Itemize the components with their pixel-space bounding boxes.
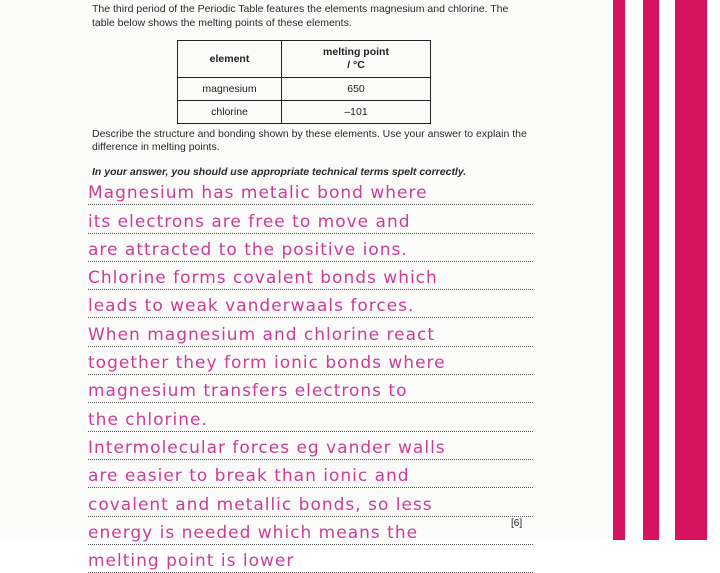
answer-line (88, 432, 533, 460)
decorative-stripe (643, 0, 659, 540)
answer-text: magnesium transfers electrons to (88, 381, 408, 402)
table-row (178, 78, 431, 101)
answer-line (88, 517, 533, 545)
melting-point-table (177, 40, 431, 124)
header-melting-point-label: melting point (323, 46, 389, 58)
answer-text: are attracted to the positive ions. (88, 239, 408, 260)
answer-text: its electrons are free to move and (88, 211, 411, 232)
answer-text: Chlorine forms covalent bonds which (88, 268, 438, 289)
header-element: element (178, 41, 282, 78)
table-row (178, 101, 431, 124)
marks-label: [6] (511, 518, 523, 529)
answer-line (88, 347, 533, 375)
answer-text: together they form ionic bonds where (88, 353, 446, 374)
answer-line (88, 177, 533, 205)
answer-text: Intermolecular forces eg vander walls (88, 437, 446, 458)
cell-element: chlorine (178, 101, 282, 124)
answer-text: When magnesium and chlorine react (88, 324, 436, 345)
answer-text: the chlorine. (88, 409, 208, 430)
answer-line (88, 460, 533, 488)
answer-line (88, 375, 533, 403)
cell-melting-point: –101 (282, 101, 431, 124)
intro-line-2: table below shows the melting points of these elements. (92, 17, 352, 29)
cell-element: magnesium (178, 78, 282, 101)
question-text (92, 128, 542, 154)
header-unit: / °C (347, 59, 365, 71)
answer-line (88, 403, 533, 431)
answer-text: covalent and metallic bonds, so less (88, 494, 433, 515)
answer-text: melting point is lower (88, 551, 295, 572)
answer-line (88, 234, 533, 262)
cell-melting-point: 650 (282, 78, 431, 101)
answer-text: Magnesium has metalic bond where (88, 183, 428, 204)
intro-line-1: The third period of the Periodic Table features the elements magnesium and chlorine. The (92, 3, 509, 15)
decorative-stripe (613, 0, 625, 540)
answer-text: energy is needed which means the (88, 522, 419, 543)
question-line-2: difference in melting points. (92, 141, 220, 153)
intro-text (92, 2, 542, 30)
answer-line (88, 205, 533, 233)
handwritten-answer (88, 177, 533, 573)
answer-line (88, 262, 533, 290)
answer-line (88, 318, 533, 346)
answer-text: leads to weak vanderwaals forces. (88, 296, 415, 317)
answer-line (88, 545, 533, 573)
answer-text: are easier to break than ionic and (88, 466, 410, 487)
answer-line (88, 488, 533, 516)
question-line-1: Describe the structure and bonding shown by these elements. Use your answer to explain the (92, 128, 527, 140)
header-melting-point (282, 41, 431, 78)
answer-line (88, 290, 533, 318)
decorative-stripe (675, 0, 707, 540)
instruction-text: In your answer, you should use appropriate technical terms spelt correctly. (92, 166, 467, 178)
table-header-row (178, 41, 431, 78)
